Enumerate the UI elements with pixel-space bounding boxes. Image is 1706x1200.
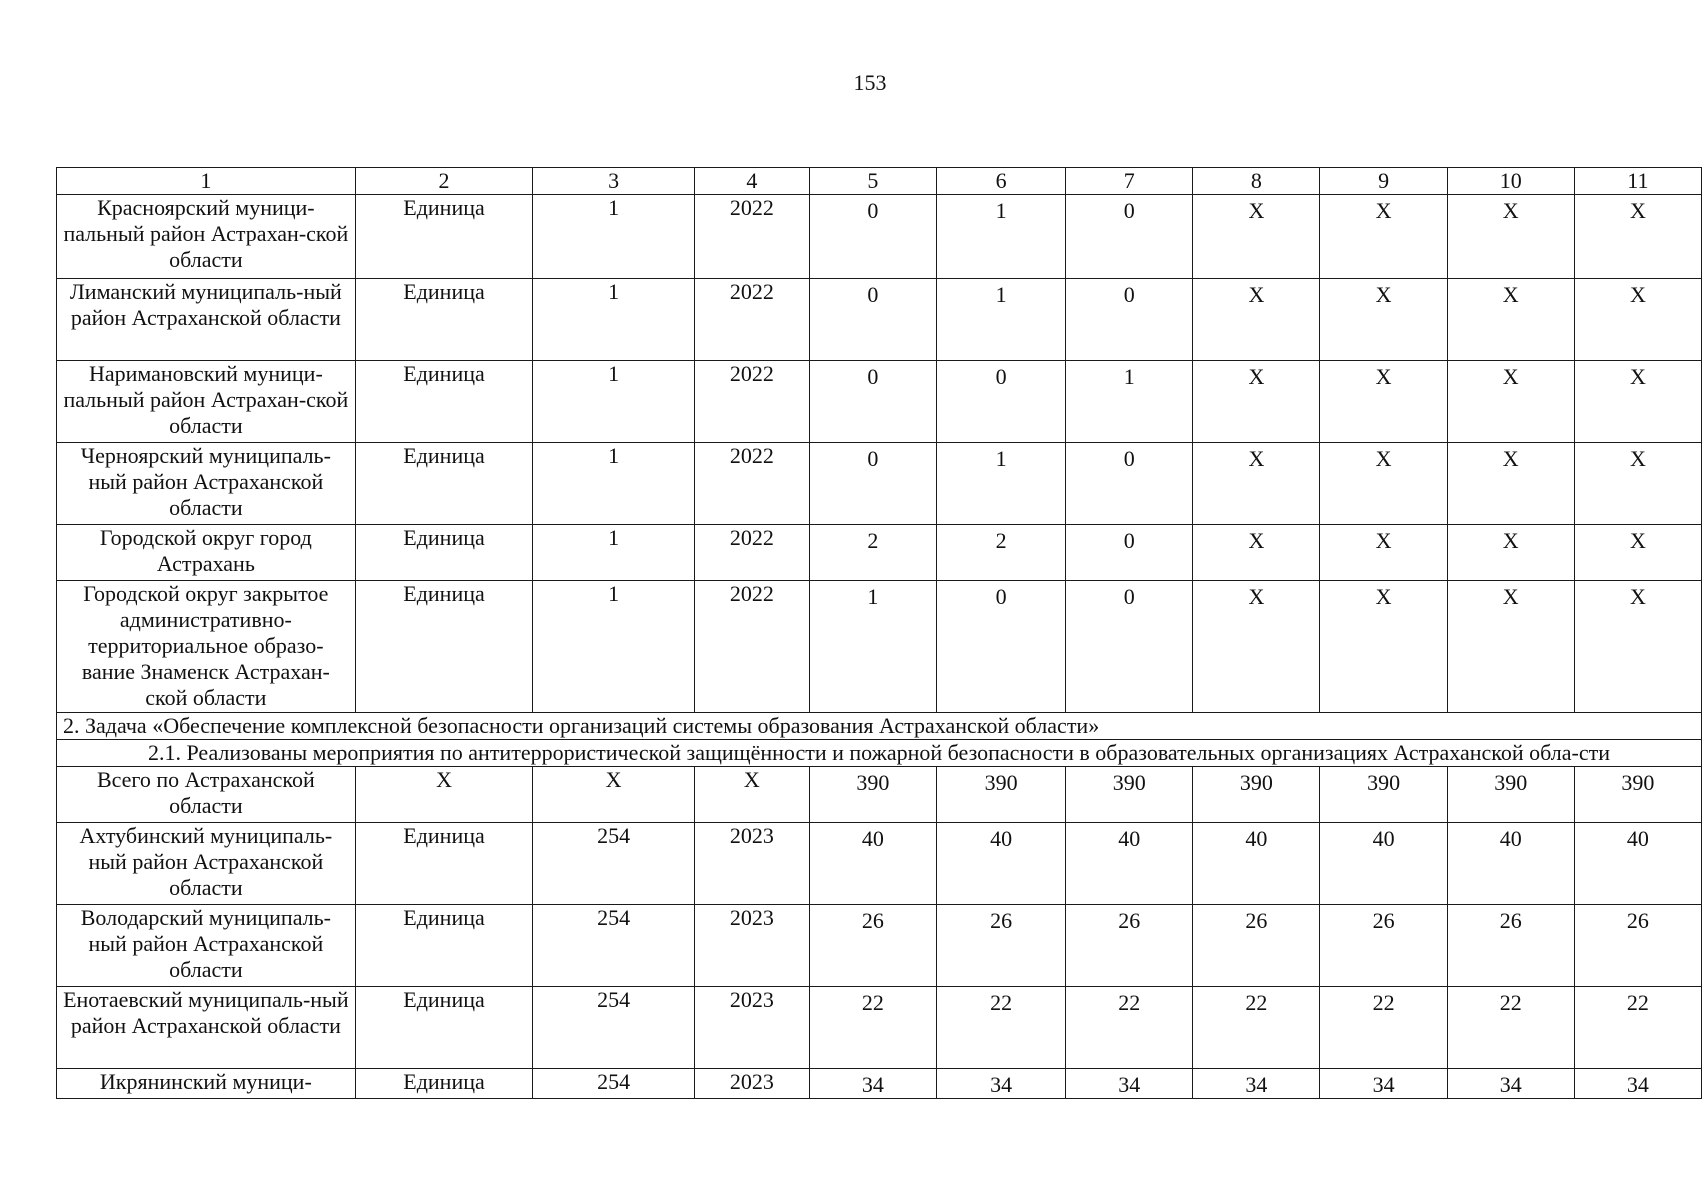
column-number: 2 bbox=[355, 168, 533, 195]
table-cell: 22 bbox=[1193, 987, 1320, 1069]
unit-cell: Единица bbox=[355, 279, 533, 361]
table-cell: 254 bbox=[533, 905, 694, 987]
table-cell: 34 bbox=[1574, 1069, 1701, 1099]
unit-cell: Единица bbox=[355, 195, 533, 279]
table-cell: 254 bbox=[533, 823, 694, 905]
table-cell: 22 bbox=[937, 987, 1066, 1069]
district-name: Всего по Астраханской области bbox=[57, 767, 356, 823]
table-cell: 1 bbox=[533, 279, 694, 361]
table-cell: 1 bbox=[937, 443, 1066, 525]
table-cell: 34 bbox=[1447, 1069, 1574, 1099]
district-name: Наримановский муници-пальный район Астрахан-ской области bbox=[57, 361, 356, 443]
table-cell: 1 bbox=[533, 443, 694, 525]
column-number: 6 bbox=[937, 168, 1066, 195]
table-cell: X bbox=[1574, 525, 1701, 581]
year-cell: 2022 bbox=[694, 581, 809, 713]
table-cell: X bbox=[1320, 361, 1447, 443]
unit-cell: Единица bbox=[355, 905, 533, 987]
column-number: 11 bbox=[1574, 168, 1701, 195]
table-cell: X bbox=[1574, 443, 1701, 525]
table-cell: 0 bbox=[1066, 443, 1193, 525]
subsection-heading: 2.1. Реализованы мероприятия по антитеррористической защищённости и пожарной безопасности в образовательных организациях Астраханской обла-сти bbox=[57, 740, 1702, 767]
district-name: Черноярский муниципаль-ный район Астраханской области bbox=[57, 443, 356, 525]
table-cell: 0 bbox=[1066, 581, 1193, 713]
table-cell: 26 bbox=[1574, 905, 1701, 987]
page-number: 153 bbox=[853, 70, 887, 95]
table-cell: 0 bbox=[809, 279, 936, 361]
year-cell: 2022 bbox=[694, 525, 809, 581]
table-cell: X bbox=[1193, 279, 1320, 361]
table-cell: X bbox=[1320, 581, 1447, 713]
table-row bbox=[57, 279, 1702, 361]
column-number: 5 bbox=[809, 168, 936, 195]
table-cell: 34 bbox=[937, 1069, 1066, 1099]
table-cell: 40 bbox=[809, 823, 936, 905]
table-cell: 0 bbox=[1066, 195, 1193, 279]
table-cell: 390 bbox=[1193, 767, 1320, 823]
district-name: Красноярский муници-пальный район Астрахан-ской области bbox=[57, 195, 356, 279]
table-row bbox=[57, 581, 1702, 713]
table-cell: 26 bbox=[1066, 905, 1193, 987]
table-cell: 26 bbox=[1193, 905, 1320, 987]
table-cell: 2 bbox=[809, 525, 936, 581]
table-cell: X bbox=[1447, 361, 1574, 443]
column-number: 3 bbox=[533, 168, 694, 195]
table-cell: 1 bbox=[937, 195, 1066, 279]
table-cell: 0 bbox=[809, 443, 936, 525]
table-row bbox=[57, 443, 1702, 525]
table-cell: X bbox=[1193, 581, 1320, 713]
table-cell: 390 bbox=[1574, 767, 1701, 823]
year-cell: 2023 bbox=[694, 1069, 809, 1099]
table-cell: 1 bbox=[1066, 361, 1193, 443]
table-cell: X bbox=[1447, 443, 1574, 525]
table-cell: 34 bbox=[1193, 1069, 1320, 1099]
column-number: 7 bbox=[1066, 168, 1193, 195]
unit-cell: X bbox=[355, 767, 533, 823]
table-row bbox=[57, 987, 1702, 1069]
table-cell: X bbox=[1574, 581, 1701, 713]
subsection-row bbox=[57, 740, 1702, 767]
table-cell: 1 bbox=[533, 195, 694, 279]
table-row bbox=[57, 361, 1702, 443]
table-cell: 0 bbox=[809, 195, 936, 279]
table-cell: 0 bbox=[1066, 525, 1193, 581]
table-cell: X bbox=[1320, 443, 1447, 525]
district-name: Городской округ город Астрахань bbox=[57, 525, 356, 581]
table-cell: 1 bbox=[809, 581, 936, 713]
table-cell: 40 bbox=[1447, 823, 1574, 905]
table-cell: X bbox=[1447, 279, 1574, 361]
table-cell: X bbox=[1447, 525, 1574, 581]
table-cell: 1 bbox=[533, 581, 694, 713]
table-cell: X bbox=[1320, 195, 1447, 279]
table-row bbox=[57, 767, 1702, 823]
year-cell: 2022 bbox=[694, 361, 809, 443]
unit-cell: Единица bbox=[355, 1069, 533, 1099]
table-cell: 40 bbox=[1574, 823, 1701, 905]
table-cell: 0 bbox=[809, 361, 936, 443]
table-row bbox=[57, 823, 1702, 905]
section-heading: 2. Задача «Обеспечение комплексной безопасности организаций системы образования Астраханской области» bbox=[57, 713, 1702, 740]
table-cell: 34 bbox=[1066, 1069, 1193, 1099]
table-cell: X bbox=[1193, 443, 1320, 525]
table-cell: 0 bbox=[937, 361, 1066, 443]
table-cell: 254 bbox=[533, 987, 694, 1069]
table-row bbox=[57, 525, 1702, 581]
table-cell: 1 bbox=[937, 279, 1066, 361]
table-cell: X bbox=[1574, 195, 1701, 279]
district-name: Енотаевский муниципаль-ный район Астраханской области bbox=[57, 987, 356, 1069]
year-cell: 2023 bbox=[694, 905, 809, 987]
district-name: Володарский муниципаль-ный район Астраханской области bbox=[57, 905, 356, 987]
table-cell: 390 bbox=[1066, 767, 1193, 823]
table-row bbox=[57, 905, 1702, 987]
table-cell: 390 bbox=[809, 767, 936, 823]
unit-cell: Единица bbox=[355, 361, 533, 443]
table-cell: 40 bbox=[937, 823, 1066, 905]
section-row bbox=[57, 713, 1702, 740]
unit-cell: Единица bbox=[355, 987, 533, 1069]
table-cell: X bbox=[1320, 525, 1447, 581]
column-number-row bbox=[57, 168, 1702, 195]
table-cell: 390 bbox=[1447, 767, 1574, 823]
table-cell: 0 bbox=[1066, 279, 1193, 361]
table-cell: X bbox=[1447, 581, 1574, 713]
table-row bbox=[57, 1069, 1702, 1099]
table-cell: X bbox=[1574, 279, 1701, 361]
table-cell: 390 bbox=[1320, 767, 1447, 823]
unit-cell: Единица bbox=[355, 525, 533, 581]
column-number: 8 bbox=[1193, 168, 1320, 195]
unit-cell: Единица bbox=[355, 823, 533, 905]
column-number: 4 bbox=[694, 168, 809, 195]
table-cell: 390 bbox=[937, 767, 1066, 823]
table-cell: X bbox=[1193, 361, 1320, 443]
table-cell: X bbox=[1193, 195, 1320, 279]
district-name: Ахтубинский муниципаль-ный район Астраханской области bbox=[57, 823, 356, 905]
year-cell: 2022 bbox=[694, 279, 809, 361]
unit-cell: Единица bbox=[355, 581, 533, 713]
year-cell: 2022 bbox=[694, 195, 809, 279]
column-number: 10 bbox=[1447, 168, 1574, 195]
table-cell: 22 bbox=[1320, 987, 1447, 1069]
table-cell: 0 bbox=[937, 581, 1066, 713]
table-cell: X bbox=[533, 767, 694, 823]
table-cell: 26 bbox=[1320, 905, 1447, 987]
table-cell: 1 bbox=[533, 525, 694, 581]
table-cell: 26 bbox=[937, 905, 1066, 987]
year-cell: X bbox=[694, 767, 809, 823]
table-cell: 22 bbox=[1066, 987, 1193, 1069]
table-cell: 1 bbox=[533, 361, 694, 443]
column-number: 9 bbox=[1320, 168, 1447, 195]
district-name: Лиманский муниципаль-ный район Астраханской области bbox=[57, 279, 356, 361]
table-cell: 26 bbox=[809, 905, 936, 987]
unit-cell: Единица bbox=[355, 443, 533, 525]
table-cell: 34 bbox=[1320, 1069, 1447, 1099]
table-cell: 22 bbox=[809, 987, 936, 1069]
table-cell: 40 bbox=[1066, 823, 1193, 905]
indicators-table bbox=[56, 167, 1702, 1099]
district-name: Городской округ закрытое административно-территориальное образо-вание Знаменск Астрахан-ской области bbox=[57, 581, 356, 713]
table-cell: X bbox=[1574, 361, 1701, 443]
table-cell: X bbox=[1193, 525, 1320, 581]
table-cell: 22 bbox=[1574, 987, 1701, 1069]
table-cell: X bbox=[1447, 195, 1574, 279]
table-row bbox=[57, 195, 1702, 279]
column-number: 1 bbox=[57, 168, 356, 195]
table-cell: 22 bbox=[1447, 987, 1574, 1069]
table-cell: X bbox=[1320, 279, 1447, 361]
year-cell: 2023 bbox=[694, 987, 809, 1069]
year-cell: 2023 bbox=[694, 823, 809, 905]
district-name: Икрянинский муници- bbox=[57, 1069, 356, 1099]
table-cell: 2 bbox=[937, 525, 1066, 581]
table-cell: 40 bbox=[1320, 823, 1447, 905]
year-cell: 2022 bbox=[694, 443, 809, 525]
table-cell: 254 bbox=[533, 1069, 694, 1099]
table-cell: 26 bbox=[1447, 905, 1574, 987]
table-cell: 40 bbox=[1193, 823, 1320, 905]
table-cell: 34 bbox=[809, 1069, 936, 1099]
